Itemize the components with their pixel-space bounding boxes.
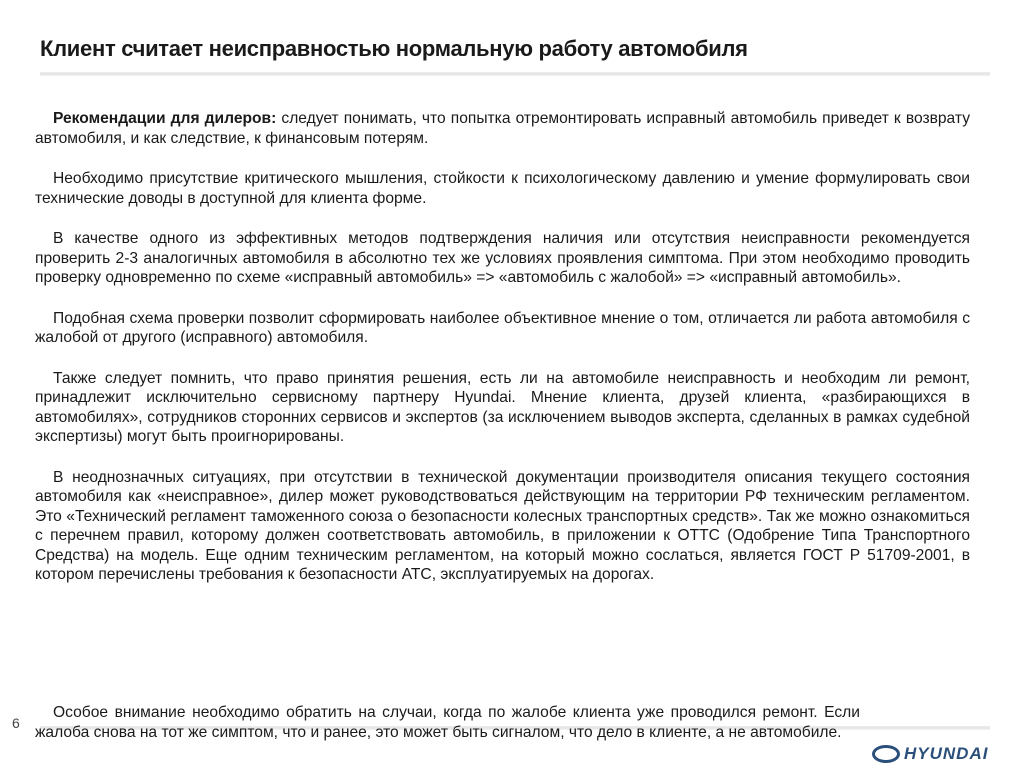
paragraph-recommendations	[35, 109, 970, 148]
title-divider	[40, 72, 990, 76]
paragraph-check-method: В качестве одного из эффективных методов подтверждения наличия или отсутствия неисправности рекомендуется проверить 2-3 аналогичных автомобиля в абсолютно тех же условиях проявления симптома. При этом необходимо проводить проверку одновременно по схеме «исправный автомобиль» => «автомобиль с жалобой» => «исправный автомобиль».	[35, 230, 970, 286]
paragraph-repeat-complaint: Особое внимание необходимо обратить на случаи, когда по жалобе клиента уже проводился ремонт. Если жалоба снова на тот же симптом, что и ранее, это может быть сигналом, что дело в клиенте, а не автомобиле.	[35, 704, 860, 741]
hyundai-logo	[872, 744, 988, 764]
slide-title: Клиент считает неисправностью нормальную работу автомобиля	[40, 36, 748, 61]
paragraph-critical-thinking: Необходимо присутствие критического мышления, стойкости к психологическому давлению и умение формулировать свои технические доводы в доступной для клиента форме.	[35, 170, 970, 207]
paragraph-decision-right: Также следует помнить, что право принятия решения, есть ли на автомобиле неисправность и необходим ли ремонт, принадлежит исключительно сервисному партнеру Hyundai. Мнение клиента, друзей клиента, «разбирающихся в автомобилях», сотрудников сторонних сервисов и экспертов (за исключением выводов эксперта, сделанных в рамках судебной экспертизы) могут быть проигнорированы.	[35, 369, 970, 445]
hyundai-emblem-icon	[872, 745, 900, 763]
paragraph-regulations: В неоднозначных ситуациях, при отсутствии в технической документации производителя описания текущего состояния автомобиля как «неисправное», дилер может руководствоваться действующим на территории РФ техническим регламентом. Это «Технический регламент таможенного союза о безопасности колесных транспортных средств». Так же можно ознакомиться с перечнем правил, которому должен соответствовать автомобиль, в приложении к ОТТС (Одобрение Типа Транспортного Средства) на модель. Еще одним техническим регламентом, на который можно сослаться, является ГОСТ Р 51709-2001, в котором перечислены требования к безопасности АТС, эксплуатируемых на дорогах.	[35, 468, 970, 583]
paragraph-lead: Рекомендации для дилеров:	[53, 110, 277, 127]
page-number: 6	[12, 715, 20, 731]
paragraph-check-scheme: Подобная схема проверки позволит сформировать наиболее объективное мнение о том, отличается ли работа автомобиля с жалобой от другого (исправного) автомобиля.	[35, 309, 970, 346]
paragraph-text: следует понимать, что попытка отремонтировать исправный автомобиль приведет к возврату автомобиля, и как следствие, к финансовым потерям.	[35, 110, 970, 147]
slide-body	[35, 109, 970, 606]
logo-text: HYUNDAI	[904, 744, 989, 763]
